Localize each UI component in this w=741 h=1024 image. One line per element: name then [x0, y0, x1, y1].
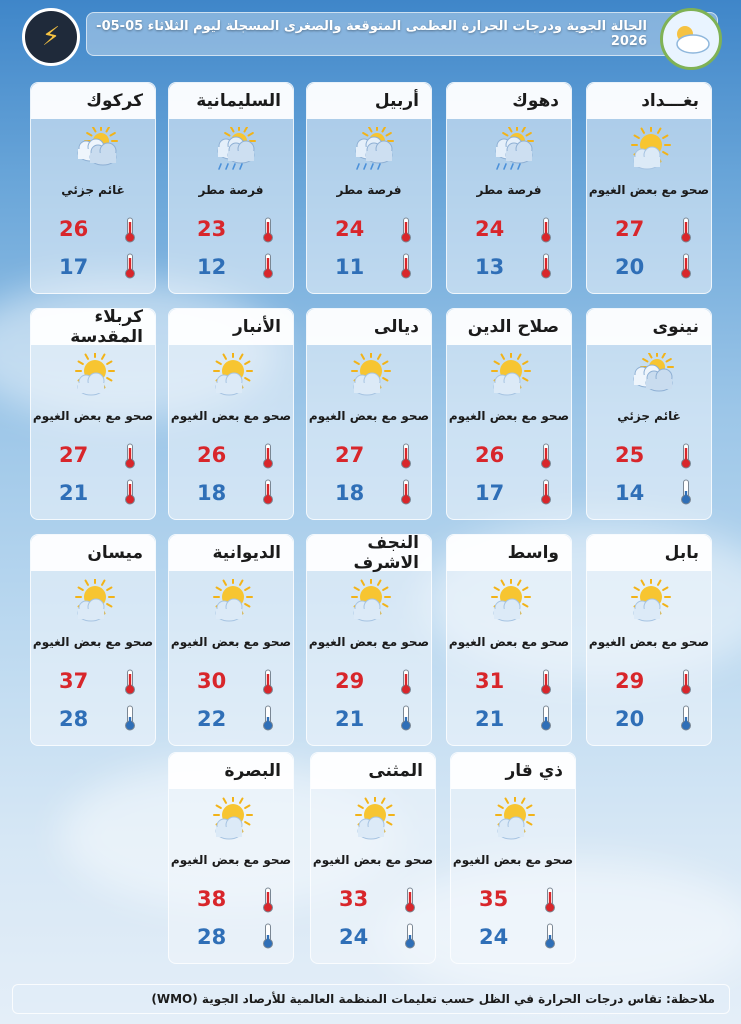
max-temperature: 35	[479, 887, 509, 911]
city-name: ميسان	[87, 543, 143, 563]
thermometer-cold-icon	[403, 923, 417, 949]
city-card	[306, 82, 432, 294]
weather-condition: صحو مع بعض الغيوم	[448, 409, 570, 423]
city-card-header	[169, 83, 293, 119]
weather-condition: صحو مع بعض الغيوم	[170, 635, 292, 649]
weather-condition: صحو مع بعض الغيوم	[32, 635, 154, 649]
city-card	[586, 534, 712, 746]
city-card	[30, 308, 156, 520]
city-card-header	[587, 83, 711, 119]
city-name: كركوك	[86, 91, 143, 111]
thermometer-hot-icon	[543, 887, 557, 913]
logo-cloud-icon	[669, 22, 713, 56]
weather-condition: صحو مع بعض الغيوم	[448, 635, 570, 649]
sun-cloud-icon	[485, 353, 537, 399]
city-name: بابل	[664, 543, 699, 563]
city-card-header	[31, 309, 155, 345]
min-temperature: 17	[475, 481, 505, 505]
max-temperature: 26	[197, 443, 227, 467]
thermometer-hot-icon	[539, 479, 553, 505]
min-temperature: 24	[479, 925, 509, 949]
max-temperature: 27	[335, 443, 365, 467]
sun-cloud-icon	[207, 353, 259, 399]
weather-condition: صحو مع بعض الغيوم	[588, 635, 710, 649]
min-temperature: 21	[475, 707, 505, 731]
thermometer-hot-icon	[679, 217, 693, 243]
thermometer-hot-icon	[399, 217, 413, 243]
page-header	[86, 12, 718, 56]
max-temperature: 29	[615, 669, 645, 693]
city-card	[586, 308, 712, 520]
sun-cloud-icon	[207, 797, 259, 843]
weather-condition: صحو مع بعض الغيوم	[308, 635, 430, 649]
city-name: السليمانية	[196, 91, 281, 111]
max-temperature: 37	[59, 669, 89, 693]
min-temperature: 17	[59, 255, 89, 279]
city-card	[168, 82, 294, 294]
weather-condition: فرصة مطر	[476, 183, 542, 197]
city-card-header	[447, 309, 571, 345]
sun-cloud-icon	[625, 579, 677, 625]
min-temperature: 24	[339, 925, 369, 949]
max-temperature: 33	[339, 887, 369, 911]
sun-cloud-icon	[345, 353, 397, 399]
weather-condition: فرصة مطر	[336, 183, 402, 197]
thermometer-cold-icon	[679, 705, 693, 731]
city-name: بغـــداد	[641, 91, 699, 111]
thermometer-hot-icon	[539, 253, 553, 279]
city-card-header	[311, 753, 435, 789]
city-card	[306, 308, 432, 520]
thermometer-hot-icon	[261, 443, 275, 469]
thermometer-hot-icon	[679, 443, 693, 469]
city-card-header	[307, 309, 431, 345]
weather-condition: صحو مع بعض الغيوم	[170, 853, 292, 867]
thermometer-hot-icon	[123, 479, 137, 505]
city-card	[450, 752, 576, 964]
thermometer-hot-icon	[539, 443, 553, 469]
max-temperature: 25	[615, 443, 645, 467]
city-name: المثنى	[368, 761, 423, 781]
sun-cloud-icon	[69, 579, 121, 625]
max-temperature: 31	[475, 669, 505, 693]
max-temperature: 38	[197, 887, 227, 911]
city-name: النجف الاشرف	[353, 533, 419, 573]
rain-cloud-icon	[485, 127, 537, 173]
thermometer-hot-icon	[123, 669, 137, 695]
thermometer-hot-icon	[399, 443, 413, 469]
max-temperature: 27	[615, 217, 645, 241]
city-name: ديالى	[373, 317, 419, 337]
city-card	[446, 534, 572, 746]
weather-condition: فرصة مطر	[198, 183, 264, 197]
weather-condition: غائم جزئي	[617, 409, 681, 423]
sun-cloud-icon	[345, 579, 397, 625]
thermometer-hot-icon	[539, 217, 553, 243]
city-card-header	[447, 535, 571, 571]
weather-condition: صحو مع بعض الغيوم	[308, 409, 430, 423]
city-card	[30, 82, 156, 294]
min-temperature: 20	[615, 707, 645, 731]
thermometer-cold-icon	[399, 705, 413, 731]
page-title: الحالة الجوية ودرجات الحرارة العظمى المتوقعة والصغرى المسجلة ليوم الثلاثاء 05-05-2026	[96, 19, 647, 49]
sun-cloud-icon	[489, 797, 541, 843]
min-temperature: 14	[615, 481, 645, 505]
min-temperature: 21	[59, 481, 89, 505]
sun-cloud-icon	[349, 797, 401, 843]
city-card	[446, 308, 572, 520]
city-name: نينوى	[652, 317, 699, 337]
thermometer-hot-icon	[399, 669, 413, 695]
thermometer-hot-icon	[261, 217, 275, 243]
min-temperature: 12	[197, 255, 227, 279]
city-name: كربلاء المقدسة	[70, 307, 143, 347]
city-card	[310, 752, 436, 964]
thermometer-hot-icon	[123, 443, 137, 469]
city-card	[168, 752, 294, 964]
weather-condition: صحو مع بعض الغيوم	[312, 853, 434, 867]
max-temperature: 26	[59, 217, 89, 241]
city-card-header	[169, 309, 293, 345]
thermometer-cold-icon	[261, 705, 275, 731]
city-card-header	[307, 83, 431, 119]
sun-cloud-icon	[207, 579, 259, 625]
min-temperature: 11	[335, 255, 365, 279]
note-text: ملاحظة: تقاس درجات الحرارة في الظل حسب تعليمات المنظمة العالمية للأرصاد الجوية (WMO)	[151, 992, 715, 1006]
weather-condition: صحو مع بعض الغيوم	[32, 409, 154, 423]
thermometer-hot-icon	[261, 479, 275, 505]
partly-cloudy-icon	[69, 127, 121, 173]
rain-cloud-icon	[207, 127, 259, 173]
min-temperature: 18	[335, 481, 365, 505]
city-card	[306, 534, 432, 746]
thermometer-hot-icon	[123, 217, 137, 243]
min-temperature: 22	[197, 707, 227, 731]
sun-cloud-icon	[69, 353, 121, 399]
thermometer-cold-icon	[543, 923, 557, 949]
meteorology-logo	[660, 8, 722, 70]
sun-cloud-icon	[625, 127, 677, 173]
city-card-header	[169, 753, 293, 789]
city-name: الأنبار	[233, 317, 281, 337]
city-card-header	[451, 753, 575, 789]
city-card-header	[447, 83, 571, 119]
city-name: صلاح الدين	[467, 317, 559, 337]
city-name: البصرة	[224, 761, 281, 781]
thermometer-hot-icon	[679, 669, 693, 695]
weather-condition: غائم جزئي	[61, 183, 125, 197]
city-card	[30, 534, 156, 746]
max-temperature: 29	[335, 669, 365, 693]
city-name: ذي قار	[505, 761, 563, 781]
city-name: أربيل	[374, 91, 419, 111]
thermometer-hot-icon	[399, 253, 413, 279]
city-name: الديوانية	[212, 543, 281, 563]
min-temperature: 21	[335, 707, 365, 731]
thermometer-cold-icon	[261, 923, 275, 949]
max-temperature: 30	[197, 669, 227, 693]
thermometer-cold-icon	[123, 705, 137, 731]
thermometer-cold-icon	[679, 479, 693, 505]
thermometer-hot-icon	[261, 669, 275, 695]
thermometer-hot-icon	[403, 887, 417, 913]
thermometer-hot-icon	[123, 253, 137, 279]
max-temperature: 24	[475, 217, 505, 241]
city-card-header	[307, 535, 431, 571]
city-card	[446, 82, 572, 294]
city-card-header	[31, 535, 155, 571]
city-card-header	[169, 535, 293, 571]
thermometer-hot-icon	[261, 887, 275, 913]
city-card-header	[31, 83, 155, 119]
max-temperature: 23	[197, 217, 227, 241]
sun-cloud-icon	[485, 579, 537, 625]
thermometer-hot-icon	[679, 253, 693, 279]
footer-note	[12, 984, 730, 1014]
min-temperature: 20	[615, 255, 645, 279]
city-card	[586, 82, 712, 294]
min-temperature: 18	[197, 481, 227, 505]
max-temperature: 27	[59, 443, 89, 467]
forecast-logo: ⚡	[22, 8, 80, 66]
city-name: دهوك	[512, 91, 559, 111]
city-card	[168, 308, 294, 520]
min-temperature: 28	[59, 707, 89, 731]
thermometer-hot-icon	[399, 479, 413, 505]
city-card-header	[587, 309, 711, 345]
min-temperature: 13	[475, 255, 505, 279]
rain-cloud-icon	[345, 127, 397, 173]
city-card-header	[587, 535, 711, 571]
min-temperature: 28	[197, 925, 227, 949]
city-card	[168, 534, 294, 746]
max-temperature: 26	[475, 443, 505, 467]
partly-cloudy-icon	[625, 353, 677, 399]
thermometer-cold-icon	[539, 705, 553, 731]
weather-condition: صحو مع بعض الغيوم	[452, 853, 574, 867]
thermometer-hot-icon	[539, 669, 553, 695]
thermometer-hot-icon	[261, 253, 275, 279]
weather-condition: صحو مع بعض الغيوم	[588, 183, 710, 197]
weather-condition: صحو مع بعض الغيوم	[170, 409, 292, 423]
max-temperature: 24	[335, 217, 365, 241]
city-name: واسط	[507, 543, 559, 563]
